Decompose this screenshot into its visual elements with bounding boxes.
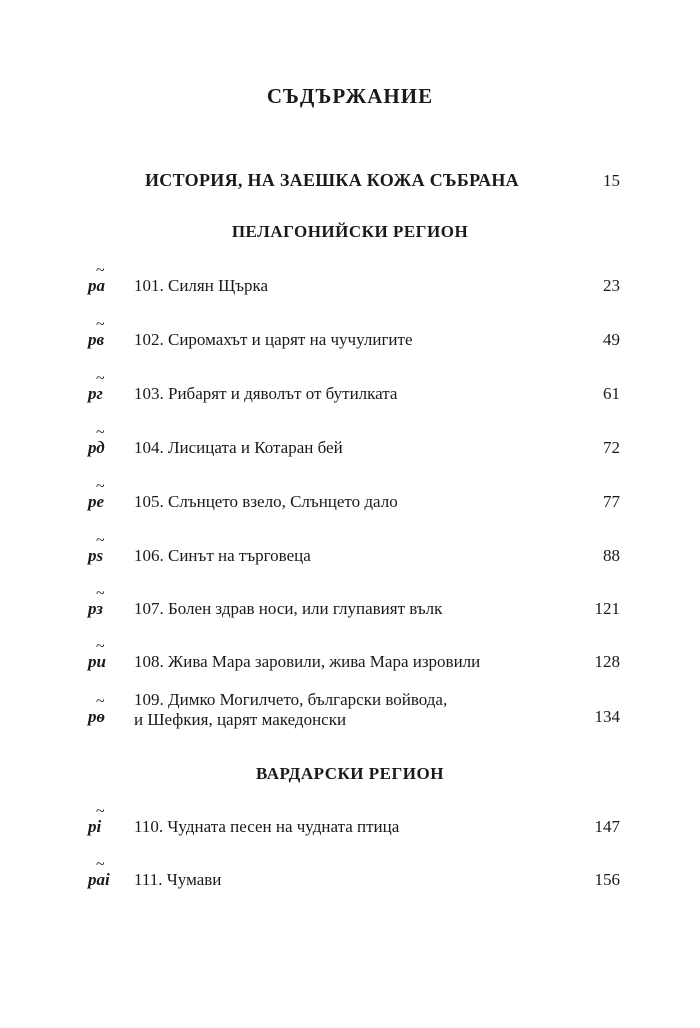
entry-title-line-2: и Шефкия, царят македонски <box>134 710 347 729</box>
entry-page-number: 147 <box>594 817 620 836</box>
titlo-mark-icon: ~ <box>96 478 105 495</box>
titlo-mark-icon: ~ <box>96 693 105 710</box>
cyrillic-numeral: ~ ри <box>88 638 106 671</box>
toc-entry[interactable] <box>88 690 620 740</box>
titlo-mark-icon: ~ <box>96 316 105 333</box>
entry-title: 105. Слънцето взело, Слънцето дало <box>134 492 398 511</box>
entry-title-line-1: 109. Димко Могилчето, български войвода, <box>134 690 448 709</box>
entry-title: 104. Лисицата и Котаран бей <box>134 438 343 457</box>
cyrillic-numeral: ~ рв <box>88 316 105 349</box>
entry-title: 110. Чудната песен на чудната птица <box>134 817 400 836</box>
entry-page-number: 72 <box>603 438 620 457</box>
cyrillic-numeral: ~ рз <box>88 585 105 618</box>
entry-title: 107. Болен здрав носи, или глупавият вълк <box>134 599 443 618</box>
section-heading-vardar: ВАРДАРСКИ РЕГИОН <box>256 764 444 783</box>
titlo-mark-icon: ~ <box>96 856 105 873</box>
entry-page-number: 134 <box>594 707 620 726</box>
titlo-mark-icon: ~ <box>96 424 105 441</box>
entry-page-number: 49 <box>603 330 620 349</box>
entry-page-number: 156 <box>594 870 620 889</box>
entry-title <box>134 690 447 730</box>
titlo-mark-icon: ~ <box>96 638 105 655</box>
cyrillic-numeral: ~ рі <box>88 803 105 836</box>
entry-title: 106. Синът на търговеца <box>134 546 311 565</box>
entry-title: 101. Силян Щърка <box>134 276 269 295</box>
entry-title: 108. Жива Мара заровили, жива Мара изровили <box>134 652 481 671</box>
cyrillic-numeral: ~ ре <box>88 478 105 511</box>
cyrillic-numeral: ~ раі <box>88 856 110 889</box>
titlo-mark-icon: ~ <box>96 262 105 279</box>
cyrillic-numeral: ~ рѳ <box>88 693 105 726</box>
entry-page-number: 128 <box>594 652 620 671</box>
titlo-mark-icon: ~ <box>96 585 105 602</box>
titlo-mark-icon: ~ <box>96 370 105 387</box>
titlo-mark-icon: ~ <box>96 532 105 549</box>
entry-page-number: 121 <box>594 599 620 618</box>
cyrillic-numeral: ~ рг <box>88 370 105 403</box>
entry-title: 102. Сиромахът и царят на чучулигите <box>134 330 413 349</box>
entry-title: 103. Рибарят и дяволът от бутилката <box>134 384 398 403</box>
section-heading-pelagonia: ПЕЛАГОНИЙСКИ РЕГИОН <box>231 222 469 241</box>
cyrillic-numeral: ~ рѕ <box>88 532 105 565</box>
page-title: СЪДЪРЖАНИЕ <box>266 84 434 108</box>
cyrillic-numeral: ~ рд <box>88 424 105 457</box>
cyrillic-numeral: ~ ра <box>88 262 105 295</box>
toc-intro-title: ИСТОРИЯ, НА ЗАЕШКА КОЖА СЪБРАНА <box>145 170 519 190</box>
entry-title: 111. Чумави <box>134 870 222 889</box>
entry-page-number: 88 <box>603 546 620 565</box>
entry-page-number: 61 <box>603 384 620 403</box>
toc-intro-page-number: 15 <box>603 171 620 190</box>
titlo-mark-icon: ~ <box>96 803 105 820</box>
entry-page-number: 23 <box>603 276 620 295</box>
entry-page-number: 77 <box>603 492 620 511</box>
